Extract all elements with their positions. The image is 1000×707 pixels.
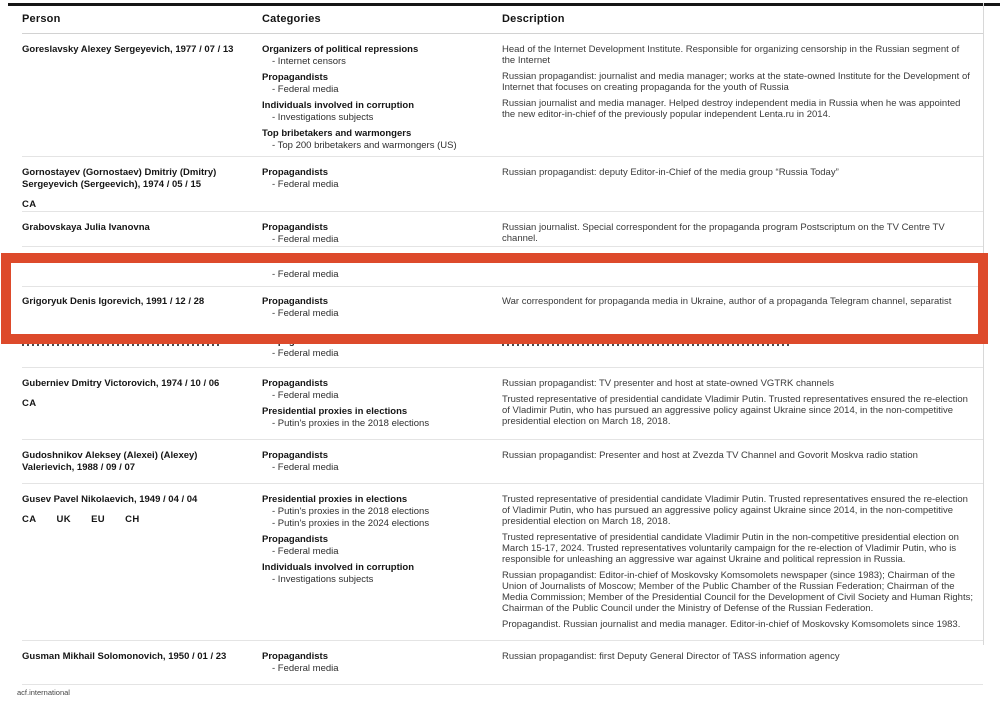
person-name: Gudoshnikov Aleksey (Alexei) (Alexey) Valerievich, 1988 / 09 / 07 [22, 450, 198, 473]
description-paragraph: Trusted representative of presidential candidate Vladimir Putin. Trusted representatives ensured the re-election of Vladimir Putin, who has pursued an aggressive policy against Ukraine since 2014, in the non-competitive presidential election on March 18, 2018. [502, 494, 968, 527]
sanction-badge: CA [22, 514, 37, 525]
description-paragraph: Russian propagandist: journalist and media manager; works at the state-owned Institute for the Development of Internet that focuses on creating propaganda for the youth of Russia [502, 71, 970, 93]
person-name: Gusev Pavel Nikolaevich, 1949 / 04 / 04 [22, 494, 198, 505]
table-row [22, 287, 983, 332]
category-group [262, 336, 492, 360]
person-cell [22, 222, 262, 247]
sanction-badge: CA [22, 199, 37, 210]
category-group [262, 167, 492, 191]
category-header: Individuals involved in corruption [262, 100, 415, 111]
obscured-description [502, 336, 975, 348]
category-header: Presidential proxies in elections [262, 494, 408, 505]
description-cell [502, 257, 983, 285]
category-header: Individuals involved in corruption [262, 562, 415, 573]
description-paragraph: Russian propagandist: deputy Editor-in-Chief of the media group “Russia Today” [502, 167, 839, 178]
person-name: Gornostayev (Gornostaev) Dmitriy (Dmitry) Sergeyevich (Sergeevich), 1974 / 05 / 15 [22, 167, 217, 190]
description-paragraph: Russian journalist and media manager. Helped destroy independent media in Russia when he was appointed the new editor-in-chief of the previously popular independent Lenta.ru in 2014. [502, 98, 961, 120]
category-header: Propagandists [262, 222, 328, 233]
sanction-badge: EU [91, 514, 106, 525]
description-cell [502, 336, 983, 367]
description-paragraph: Russian propagandist: Editor-in-chief of Moskovsky Komsomolets newspaper (since 1983); Chairman of the Union of Journalists of Moscow; Member of the Public Chamber of the Russian Federation; Chairman of the Media Commission; Member of the Presidential Council for the Development of Civil Society and Human Rights; Chairman of the Public Council under the Ministry of Defense of the Russian Federation. [502, 570, 973, 614]
categories-cell [262, 378, 502, 434]
table-header [22, 0, 983, 34]
description-cell [502, 450, 983, 478]
sanction-badges [22, 398, 248, 409]
table-row [22, 212, 983, 247]
category-header: Propagandists [262, 72, 328, 83]
person-name: Grigoryuk Denis Igorevich, 1991 / 12 / 28 [22, 296, 205, 307]
description-paragraph: Russian propagandist: TV presenter and host at state-owned VGTRK channels [502, 378, 834, 389]
categories-cell [262, 494, 502, 635]
category-item: - Federal media [272, 179, 339, 190]
column-header-categories: Categories [262, 13, 321, 25]
category-item: - Putin's proxies in the 2018 elections [272, 506, 430, 517]
category-header: Propagandists [262, 450, 328, 461]
person-cell [22, 167, 262, 211]
category-item: - Federal media [272, 84, 339, 95]
description-paragraph: War correspondent for propaganda media in Ukraine, author of a propaganda Telegram channel, separatist [502, 296, 952, 307]
categories-cell [262, 222, 502, 247]
category-group [262, 222, 492, 246]
category-header: Propagandists [262, 167, 328, 178]
sanction-badge: CH [125, 514, 140, 525]
description-cell [502, 222, 983, 247]
description-paragraph: Trusted representative of presidential candidate Vladimir Putin in the non-competitive presidential election on March 15-17, 2024. Trusted representatives voluntarily campaign for the re-election of Vladimir Putin, who is responsible for unleashing an aggressive war against Ukraine and political repression in Russia. [502, 532, 959, 565]
category-item: - Federal media [272, 546, 339, 557]
category-item: - Investigations subjects [272, 112, 374, 123]
table-row [22, 440, 983, 484]
person-cell [22, 651, 262, 679]
category-group [262, 44, 492, 68]
category-item: - Putin's proxies in the 2018 elections [272, 418, 430, 429]
description-cell [502, 378, 983, 434]
description-cell [502, 651, 983, 679]
table-row [22, 368, 983, 440]
site-label: acf.international [17, 688, 70, 697]
category-item: - Top 200 bribetakers and warmongers (US) [272, 140, 457, 151]
table-row [22, 332, 983, 368]
obscured-category-header [262, 257, 492, 269]
person-cell [22, 296, 262, 326]
category-group [262, 562, 492, 586]
table-row [22, 484, 983, 641]
person-name: Grabovskaya Julia Ivanovna [22, 222, 150, 233]
category-item: - Federal media [272, 234, 339, 245]
category-item: - Investigations subjects [272, 574, 374, 585]
categories-cell [262, 167, 502, 211]
sanction-badges [22, 514, 248, 525]
category-header: Propagandists [262, 336, 328, 347]
category-header: Propagandists [262, 651, 328, 662]
table-body [22, 34, 983, 685]
category-group [262, 257, 492, 281]
category-group [262, 72, 492, 96]
category-header: Top bribetakers and warmongers [262, 128, 412, 139]
description-paragraph: Russian propagandist: first Deputy General Director of TASS information agency [502, 651, 840, 662]
person-cell [22, 450, 262, 478]
category-group [262, 128, 492, 152]
category-header: Propagandists [262, 378, 328, 389]
category-header: Propagandists [262, 534, 328, 545]
table-row [22, 34, 983, 157]
category-group [262, 651, 492, 675]
category-group [262, 296, 492, 320]
sanction-badge: UK [56, 514, 72, 525]
categories-cell [262, 257, 502, 285]
description-cell [502, 296, 983, 326]
category-group [262, 494, 492, 530]
description-paragraph: Head of the Internet Development Institute. Responsible for organizing censorship in the Russian segment of the Internet [502, 44, 960, 66]
categories-cell [262, 336, 502, 367]
person-cell [22, 378, 262, 434]
sanction-badges [22, 199, 248, 210]
categories-cell [262, 651, 502, 679]
category-item: - Federal media [272, 269, 339, 280]
column-header-person: Person [22, 13, 61, 25]
description-paragraph: Propagandist. Russian journalist and media manager. Editor-in-chief of Moskovsky Komsomolets since 1983. [502, 619, 961, 630]
person-name: Goreslavsky Alexey Sergeyevich, 1977 / 07 / 13 [22, 44, 234, 55]
categories-cell [262, 450, 502, 478]
person-cell [22, 257, 262, 285]
column-header-description: Description [502, 13, 565, 25]
category-item: - Federal media [272, 663, 339, 674]
obscured-person-name [22, 336, 248, 348]
sanction-badge: CA [22, 398, 37, 409]
category-item: - Federal media [272, 308, 339, 319]
category-group [262, 378, 492, 402]
table-right-border [983, 3, 984, 645]
category-header: Propagandists [262, 296, 328, 307]
category-item: - Federal media [272, 462, 339, 473]
category-item: - Federal media [272, 348, 339, 359]
category-header: Presidential proxies in elections [262, 406, 408, 417]
description-cell [502, 494, 983, 635]
person-name: Gusman Mikhail Solomonovich, 1950 / 01 / 23 [22, 651, 227, 662]
table-row [22, 641, 983, 685]
category-group [262, 450, 492, 474]
category-group [262, 534, 492, 558]
person-cell [22, 44, 262, 156]
category-item: - Putin's proxies in the 2024 elections [272, 518, 430, 529]
categories-cell [262, 44, 502, 156]
table-row [22, 157, 983, 212]
category-group [262, 406, 492, 430]
description-paragraph: Russian journalist. Special correspondent for the propaganda program Postscriptum on the TV Centre TV channel. [502, 222, 945, 244]
categories-cell [262, 296, 502, 326]
description-cell [502, 167, 983, 211]
table-row [22, 247, 983, 287]
description-cell [502, 44, 983, 156]
category-item: - Federal media [272, 390, 339, 401]
description-paragraph: Russian propagandist: Presenter and host at Zvezda TV Channel and Govorit Moskva radio station [502, 450, 918, 461]
category-item: - Internet censors [272, 56, 346, 67]
person-cell [22, 494, 262, 635]
category-group [262, 100, 492, 124]
category-header: Organizers of political repressions [262, 44, 419, 55]
persons-table [22, 0, 983, 685]
person-name: Guberniev Dmitry Victorovich, 1974 / 10 / 06 [22, 378, 220, 389]
description-paragraph: Trusted representative of presidential candidate Vladimir Putin. Trusted representatives ensured the re-election of Vladimir Putin, who has pursued an aggressive policy against Ukraine since 2014, in the non-competitive presidential election on March 18, 2018. [502, 394, 968, 427]
person-cell [22, 336, 262, 367]
